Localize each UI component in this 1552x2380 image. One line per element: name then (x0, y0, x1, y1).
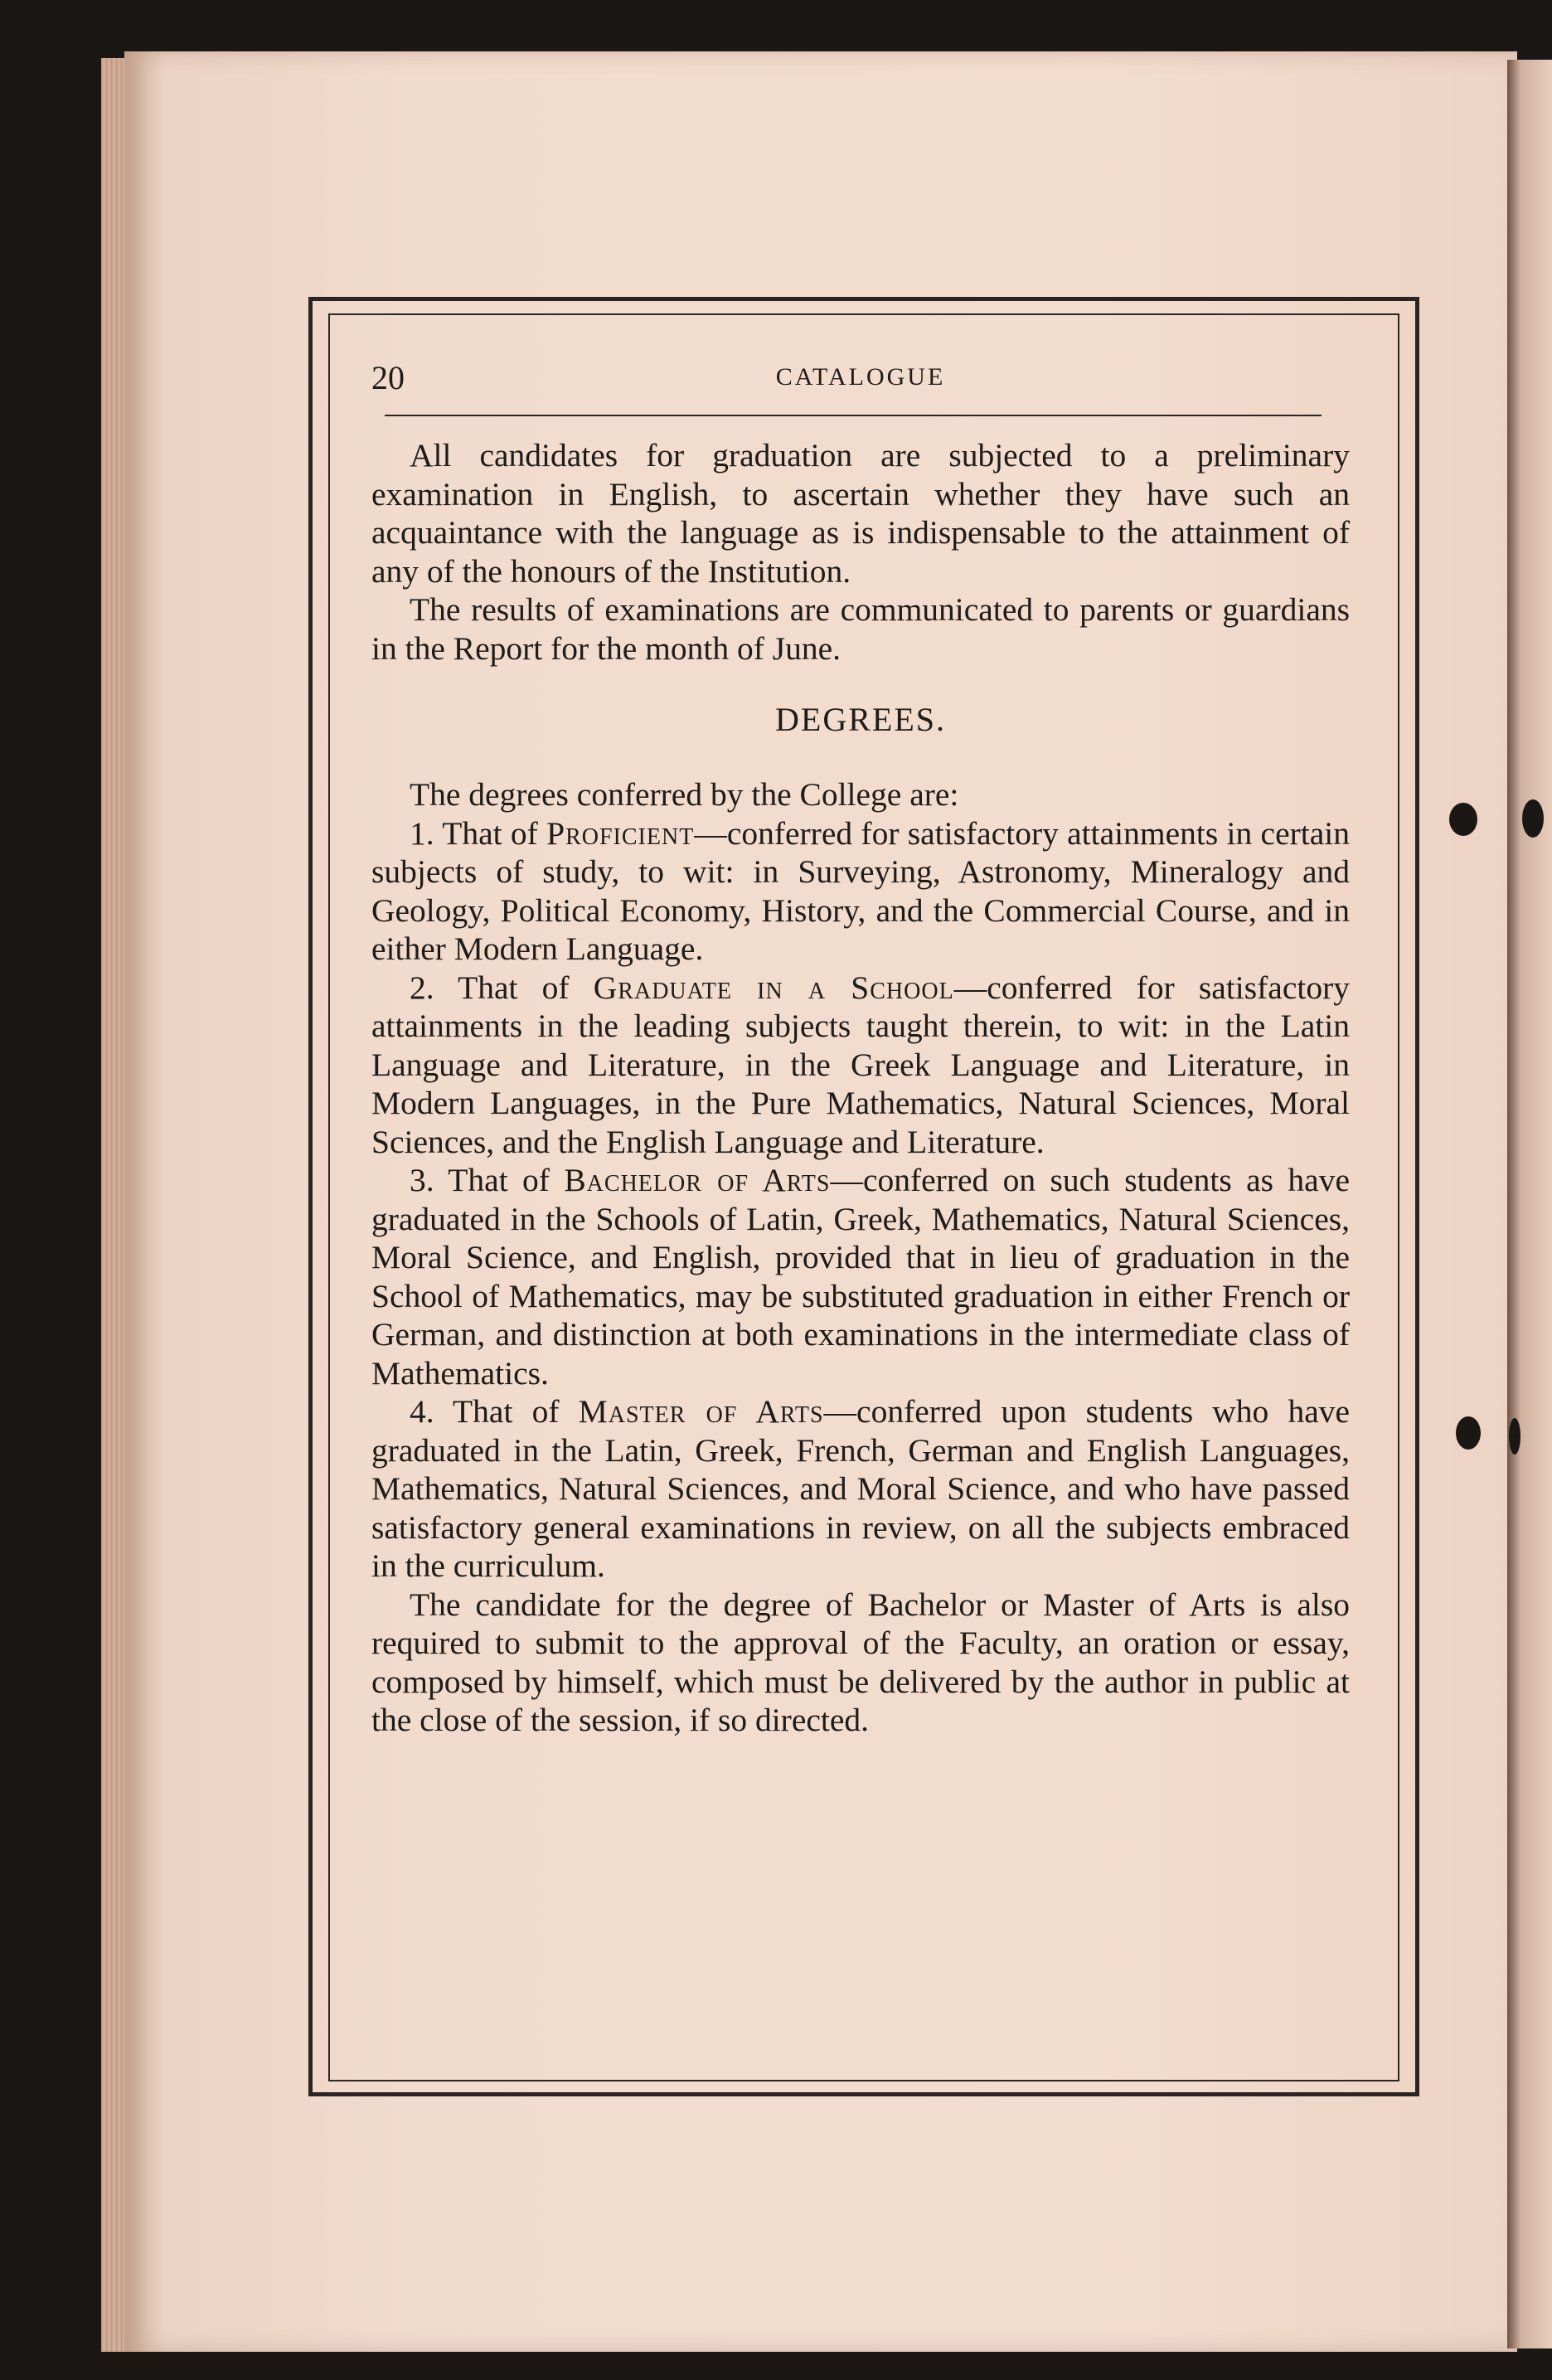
degree-item-prefix: 2. That of (410, 969, 594, 1006)
page-content (371, 348, 1350, 1740)
binding-hole-bottom (1456, 1416, 1481, 1450)
page-number: 20 (371, 359, 405, 396)
degree-item (371, 1161, 1350, 1392)
degree-item (371, 814, 1350, 969)
degree-item-text: —conferred upon students who have graduated in the Latin, Greek, French, German and English Languages, Mathematics, Natural Sciences, and Moral Science, and who have passed satisfactory general examinations in review, on all the subjects embraced in the curriculum. (371, 1393, 1351, 1584)
degree-title: Master of Arts (578, 1393, 824, 1430)
running-header (371, 348, 1350, 406)
section-heading-degrees: DEGREES. (775, 701, 946, 738)
degree-item (371, 969, 1350, 1162)
degree-item-text: —conferred for satisfactory attainments in certain subjects of study, to wit: in Surveying, Astronomy, Mineralogy and Geology, Political Economy, History, and the Commercial Course, and in either Modern Language. (371, 814, 1351, 967)
facing-page-edge (1507, 60, 1552, 2348)
running-title: CATALOGUE (775, 363, 946, 391)
degree-item-prefix: 3. That of (410, 1162, 565, 1198)
header-rule (385, 415, 1322, 416)
binding-hole-bottom-right (1509, 1418, 1520, 1455)
paragraph-oration-requirement: The candidate for the degree of Bachelor or Master of Arts is also required to submit to the approval of the Faculty, an oration or essay, composed by himself, which must be delivered by the author in public at the close of the session, if so directed. (371, 1586, 1350, 1738)
degree-title: Proficient (546, 814, 695, 852)
binding-hole-top-right (1522, 799, 1544, 838)
degree-item-text: —conferred on such students as have graduated in the Schools of Latin, Greek, Mathematics, Natural Sciences, Moral Science, and English, provided that in lieu of graduation in the School of Mathematics, may be substituted graduation in either French or German, and distinction at both examinations in the intermediate class of Mathematics. (371, 1162, 1350, 1392)
degree-item (371, 1392, 1350, 1586)
binding-hole-top (1449, 803, 1477, 836)
degree-item-text: —conferred for satisfactory attainments in the leading subjects taught therein, to wit: in the Latin Language and Literature, in the Greek Language and Literature, in Modern Languages, in the Pure Mathematics, Natural Sciences, Moral Sciences, and the English Language and Literature. (371, 969, 1350, 1160)
degree-title: Bachelor of Arts (564, 1162, 831, 1198)
degree-item-prefix: 1. That of (410, 814, 547, 852)
degree-item-prefix: 4. That of (410, 1393, 579, 1430)
paragraph-preliminary-examination: All candidates for graduation are subjected to a preliminary examination in English, to ascertain whether they have such an acquaintance with the language as is indispensable to the attainment of any of the honours of the Institution. (371, 437, 1350, 590)
paragraph-results: The results of examinations are communicated to parents or guardians in the Report for the month of June. (371, 591, 1350, 667)
degree-title: Graduate in a School (593, 969, 954, 1006)
degrees-intro: The degrees conferred by the College are: (410, 776, 959, 813)
